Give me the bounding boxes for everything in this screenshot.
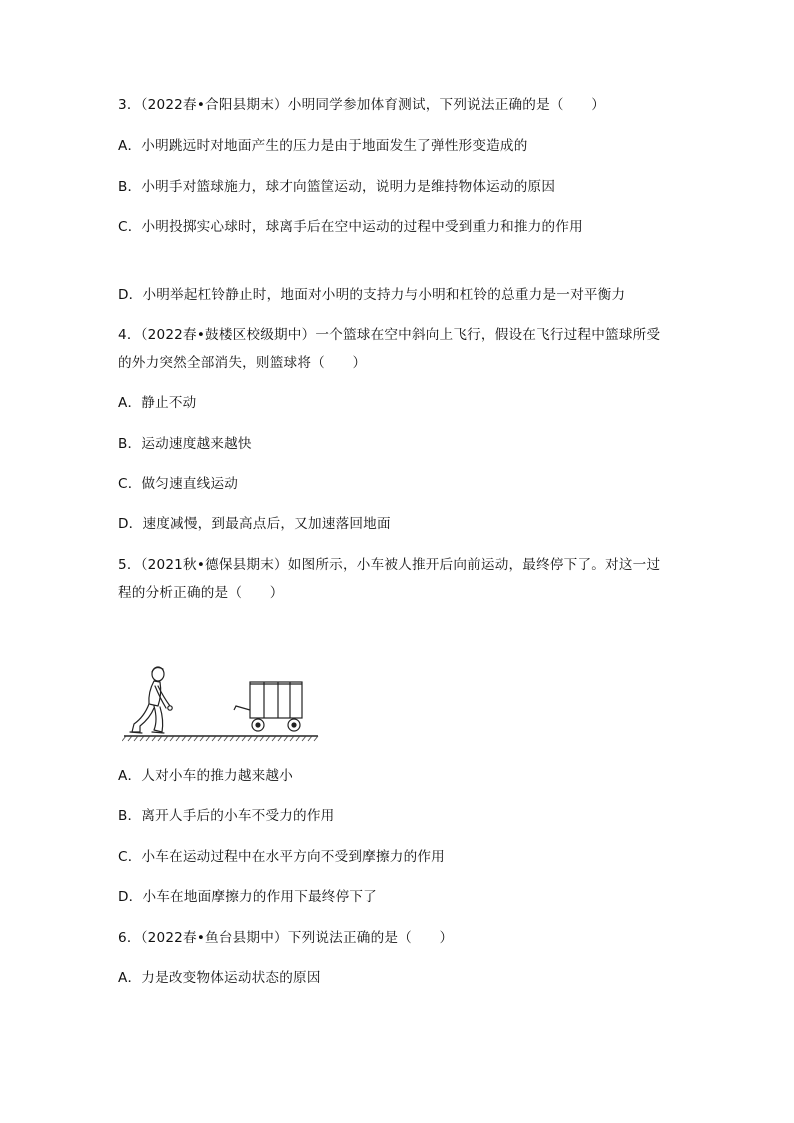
q3-option-b: B．小明手对篮球施力，球才向篮筐运动，说明力是维持物体运动的原因 <box>118 179 556 195</box>
q3-option-a: A．小明跳远时对地面产生的压力是由于地面发生了弹性形变造成的 <box>118 138 528 154</box>
q5-option-a: A．人对小车的推力越来越小 <box>118 768 294 784</box>
q5-option-c: C．小车在运动过程中在水平方向不受到摩擦力的作用 <box>118 849 445 865</box>
q3-option-d: D．小明举起杠铃静止时，地面对小明的支持力与小明和杠铃的总重力是一对平衡力 <box>118 287 626 303</box>
q4-stem-line-1: 4．（2022春•鼓楼区校级期中）一个篮球在空中斜向上飞行，假设在飞行过程中篮球所受 <box>118 327 661 343</box>
q5-stem-line-1: 5．（2021秋•德保县期末）如图所示，小车被人推开后向前运动，最终停下了。对这一过 <box>118 557 661 573</box>
q5-option-d: D．小车在地面摩擦力的作用下最终停下了 <box>118 889 377 905</box>
q3-option-c: C．小明投掷实心球时，球离手后在空中运动的过程中受到重力和推力的作用 <box>118 219 583 235</box>
q6-stem-line-1: 6．（2022春•鱼台县期中）下列说法正确的是（ ） <box>118 930 454 946</box>
q4-option-c: C．做匀速直线运动 <box>118 476 239 492</box>
q3-stem-line-1: 3．（2022春•合阳县期末）小明同学参加体育测试，下列说法正确的是（ ） <box>118 97 606 113</box>
cart <box>234 682 302 731</box>
person <box>130 667 172 733</box>
q4-option-d: D．速度减慢，到最高点后，又加速落回地面 <box>118 516 391 532</box>
q5-option-b: B．离开人手后的小车不受力的作用 <box>118 808 335 824</box>
q5-stem-line-2: 程的分析正确的是（ ） <box>118 585 284 601</box>
q6-option-a: A．力是改变物体运动状态的原因 <box>118 970 321 986</box>
q4-stem-line-2: 的外力突然全部消失，则篮球将（ ） <box>118 355 367 371</box>
q4-option-b: B．运动速度越来越快 <box>118 436 252 452</box>
ground-line <box>122 736 318 741</box>
q4-option-a: A．静止不动 <box>118 395 197 411</box>
person-pushing-cart-figure <box>122 662 322 746</box>
